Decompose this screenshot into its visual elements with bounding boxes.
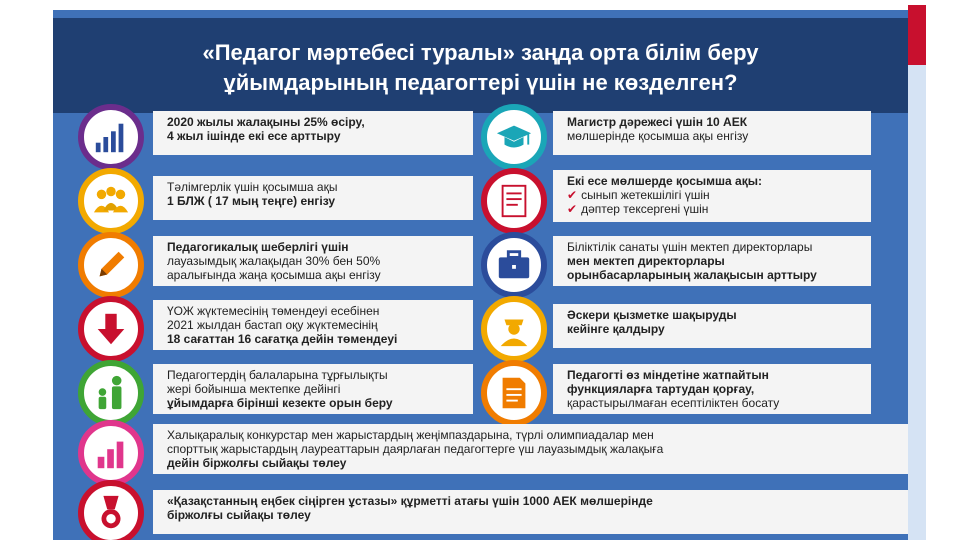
graduation-cap-icon bbox=[481, 104, 547, 170]
bar-chart-icon bbox=[78, 104, 144, 170]
benefit-double-pay: Екі есе мөлшерде қосымша ақы: ✔ сынып жетекшілігі үшін ✔ дәптер тексергені үшін bbox=[553, 170, 871, 222]
briefcase-icon bbox=[481, 232, 547, 298]
group-icon bbox=[78, 168, 144, 234]
title-line-2: ұйымдарының педагогтері үшін не көзделген? bbox=[223, 70, 738, 95]
infographic-poster bbox=[53, 10, 908, 540]
paper-icon bbox=[481, 360, 547, 426]
benefit-mentoring-pay: Тәлімгерлік үшін қосымша ақы 1 БЛЖ ( 17 мың теңге) енгізу bbox=[153, 176, 473, 220]
check-icon: ✔ bbox=[567, 202, 578, 216]
document-icon bbox=[481, 168, 547, 234]
title-banner bbox=[53, 18, 908, 113]
benefit-military-deferment: Әскери қызметке шақыруды кейінге қалдыру bbox=[553, 304, 871, 348]
benefit-salary-raise: 2020 жылы жалақыны 25% өсіру, 4 жыл ішінде екі есе арттыру bbox=[153, 111, 473, 155]
medal-icon bbox=[78, 480, 144, 540]
side-blue-accent bbox=[908, 65, 926, 540]
benefit-director-salary: Біліктілік санаты үшін мектеп директорлары мен мектеп директорлары орынбасарларының жалақысын арттыру bbox=[553, 236, 871, 286]
side-red-accent bbox=[908, 5, 926, 65]
soldier-icon bbox=[481, 296, 547, 362]
benefit-workload-reduction: ҮОЖ жүктемесінің төмендеуі есебінен 2021 жылдан бастап оқу жүктемесінің 18 сағаттан 16 сағатқа дейін төмендеуі bbox=[153, 300, 473, 350]
pencil-icon bbox=[78, 232, 144, 298]
benefit-master-degree: Магистр дәрежесі үшін 10 АЕК мөлшерінде қосымша ақы енгізу bbox=[553, 111, 871, 155]
parent-child-icon bbox=[78, 360, 144, 426]
benefit-preschool-priority: Педагогтердің балаларына тұрғылықты жері бойынша мектепке дейінгі ұйымдарға бірінші кезекте орын беру bbox=[153, 364, 473, 414]
page-title bbox=[53, 38, 908, 98]
benefit-honored-teacher: «Қазақстанның еңбек сіңірген ұстазы» құрметті атағы үшін 1000 АЕК мөлшерінде біржолғы сыйақы төлеу bbox=[153, 490, 908, 534]
ranking-chart-icon bbox=[78, 420, 144, 486]
arrow-down-icon bbox=[78, 296, 144, 362]
benefit-protection-extra-duties: Педагогті өз міндетіне жатпайтын функцияларға тартудан қорғау, қарастырылмаған есептіліктен босату bbox=[553, 364, 871, 414]
check-icon: ✔ bbox=[567, 188, 578, 202]
benefit-competition-reward: Халықаралық конкурстар мен жарыстардың жеңімпаздарына, түрлі олимпиадалар мен спорттық жарыстардың лауреаттарын даярлаған педагогтерге үш лауазымдық жалақыға дейін біржолғы сыйақы төлеу bbox=[153, 424, 908, 474]
benefit-skill-pay: Педагогикалық шеберлігі үшін лауазымдық жалақыдан 30% бен 50% аралығында жаңа қосымша ақы енгізу bbox=[153, 236, 473, 286]
title-line-1: «Педагог мәртебесі туралы» заңда орта білім беру bbox=[202, 40, 759, 65]
